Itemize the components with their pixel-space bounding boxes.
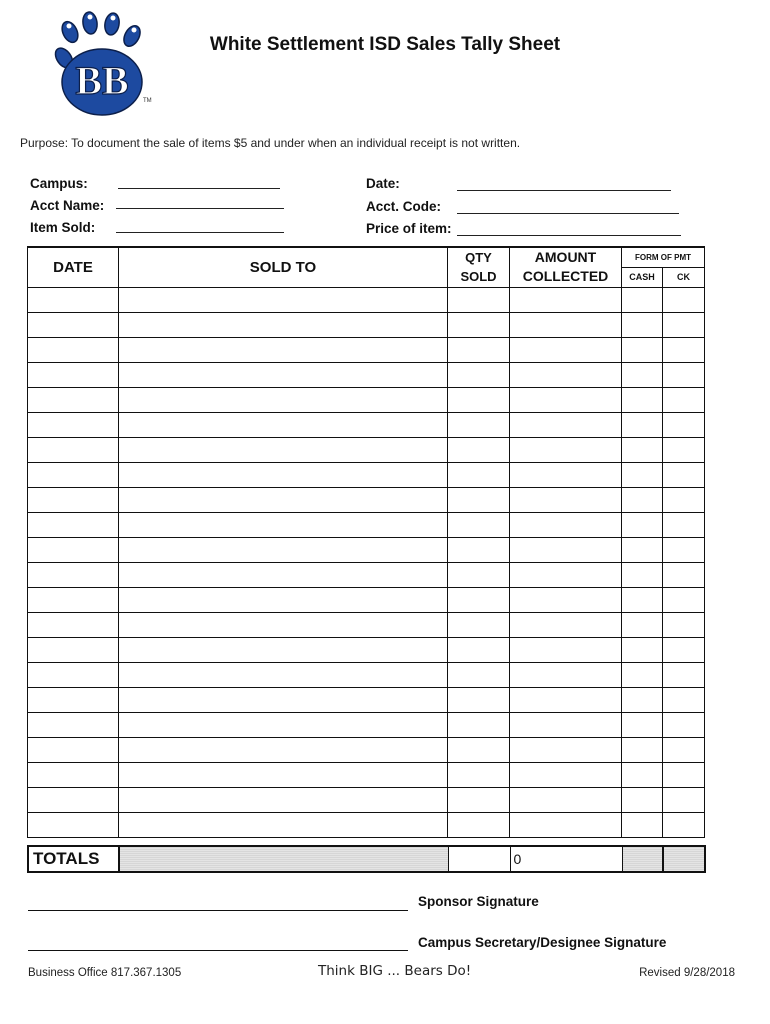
table-row [28, 587, 705, 612]
cash-cell[interactable] [622, 737, 663, 762]
cash-cell[interactable] [622, 712, 663, 737]
amount-cell[interactable] [510, 637, 622, 662]
price-label: Price of item: [366, 221, 452, 236]
amount-cell[interactable] [510, 462, 622, 487]
campus-label: Campus: [30, 176, 88, 191]
sold-to-cell[interactable] [119, 362, 448, 387]
sponsor-signature-line[interactable] [28, 910, 408, 911]
cash-cell[interactable] [622, 562, 663, 587]
sold-to-cell[interactable] [119, 812, 448, 837]
ck-cell[interactable] [663, 612, 705, 637]
amount-cell[interactable] [510, 712, 622, 737]
cash-cell[interactable] [622, 637, 663, 662]
cash-cell[interactable] [622, 662, 663, 687]
qty-cell[interactable] [448, 812, 510, 837]
cash-cell[interactable] [622, 412, 663, 437]
amount-cell[interactable] [510, 787, 622, 812]
date-cell[interactable] [28, 762, 119, 787]
bears-paw-logo [50, 12, 150, 117]
sold-to-cell[interactable] [119, 737, 448, 762]
cash-cell[interactable] [622, 762, 663, 787]
ck-cell[interactable] [663, 537, 705, 562]
amount-cell[interactable] [510, 387, 622, 412]
table-row [28, 412, 705, 437]
date-cell[interactable] [28, 437, 119, 462]
amount-cell[interactable] [510, 662, 622, 687]
table-row [28, 787, 705, 812]
qty-cell[interactable] [448, 712, 510, 737]
date-cell[interactable] [28, 737, 119, 762]
header-cash: CASH [622, 267, 663, 287]
table-row [28, 637, 705, 662]
amount-cell[interactable] [510, 812, 622, 837]
ck-cell[interactable] [663, 412, 705, 437]
secretary-signature-line[interactable] [28, 950, 408, 951]
table-row [28, 662, 705, 687]
purpose-text: Purpose: To document the sale of items $5 and under when an individual receipt is not written. [20, 136, 521, 150]
sold-to-cell[interactable] [119, 412, 448, 437]
table-row [28, 437, 705, 462]
qty-cell[interactable] [448, 587, 510, 612]
logo-trademark: TM [143, 98, 152, 104]
price-field[interactable] [457, 235, 681, 236]
date-cell[interactable] [28, 612, 119, 637]
header-amount: AMOUNT [510, 247, 622, 267]
qty-cell[interactable] [448, 437, 510, 462]
sold-to-cell[interactable] [119, 662, 448, 687]
sold-to-cell[interactable] [119, 437, 448, 462]
cash-cell[interactable] [622, 812, 663, 837]
ck-cell[interactable] [663, 337, 705, 362]
date-cell[interactable] [28, 412, 119, 437]
sold-to-cell[interactable] [119, 587, 448, 612]
header-form-of-pmt: FORM OF PMT [622, 247, 705, 267]
header-sold-to: SOLD TO [119, 247, 448, 287]
amount-cell[interactable] [510, 562, 622, 587]
table-row [28, 337, 705, 362]
amount-cell[interactable] [510, 287, 622, 312]
cash-cell[interactable] [622, 362, 663, 387]
sold-to-cell[interactable] [119, 537, 448, 562]
cash-cell[interactable] [622, 487, 663, 512]
amount-cell[interactable] [510, 737, 622, 762]
acct-name-label: Acct Name: [30, 198, 105, 213]
qty-cell[interactable] [448, 612, 510, 637]
ck-cell[interactable] [663, 662, 705, 687]
tally-rows [28, 287, 705, 837]
table-row [28, 462, 705, 487]
date-cell[interactable] [28, 687, 119, 712]
qty-cell[interactable] [448, 362, 510, 387]
date-cell[interactable] [28, 562, 119, 587]
table-row [28, 712, 705, 737]
ck-cell[interactable] [663, 812, 705, 837]
ck-cell[interactable] [663, 762, 705, 787]
table-row [28, 312, 705, 337]
date-cell[interactable] [28, 387, 119, 412]
ck-cell[interactable] [663, 737, 705, 762]
amount-cell[interactable] [510, 437, 622, 462]
sold-to-cell[interactable] [119, 287, 448, 312]
amount-cell[interactable] [510, 587, 622, 612]
table-row [28, 487, 705, 512]
totals-shaded-cell [119, 846, 448, 872]
table-row [28, 612, 705, 637]
qty-cell[interactable] [448, 737, 510, 762]
qty-cell[interactable] [448, 662, 510, 687]
cash-cell[interactable] [622, 587, 663, 612]
table-row [28, 287, 705, 312]
qty-cell[interactable] [448, 462, 510, 487]
cash-cell[interactable] [622, 337, 663, 362]
cash-cell[interactable] [622, 287, 663, 312]
qty-cell[interactable] [448, 412, 510, 437]
table-row [28, 687, 705, 712]
cash-cell[interactable] [622, 312, 663, 337]
qty-cell[interactable] [448, 312, 510, 337]
ck-cell[interactable] [663, 562, 705, 587]
item-sold-label: Item Sold: [30, 220, 96, 235]
ck-cell[interactable] [663, 287, 705, 312]
date-cell[interactable] [28, 662, 119, 687]
amount-cell[interactable] [510, 612, 622, 637]
ck-cell[interactable] [663, 437, 705, 462]
amount-cell[interactable] [510, 362, 622, 387]
sold-to-cell[interactable] [119, 337, 448, 362]
ck-cell[interactable] [663, 687, 705, 712]
qty-cell[interactable] [448, 762, 510, 787]
table-row [28, 762, 705, 787]
acct-code-label: Acct. Code: [366, 199, 442, 214]
ck-cell[interactable] [663, 637, 705, 662]
revised-date: Revised 9/28/2018 [639, 967, 735, 979]
qty-cell[interactable] [448, 562, 510, 587]
table-row [28, 562, 705, 587]
sold-to-cell[interactable] [119, 462, 448, 487]
ck-cell[interactable] [663, 362, 705, 387]
ck-cell[interactable] [663, 462, 705, 487]
ck-cell[interactable] [663, 787, 705, 812]
date-cell[interactable] [28, 637, 119, 662]
acct-code-field[interactable] [457, 213, 679, 214]
ck-cell[interactable] [663, 387, 705, 412]
date-label: Date: [366, 176, 400, 191]
date-cell[interactable] [28, 337, 119, 362]
table-row [28, 387, 705, 412]
date-cell[interactable] [28, 512, 119, 537]
sponsor-signature-label: Sponsor Signature [418, 894, 539, 909]
totals-ck-cell [663, 846, 705, 872]
date-field[interactable] [457, 190, 671, 191]
date-cell[interactable] [28, 537, 119, 562]
sold-to-cell[interactable] [119, 787, 448, 812]
acct-name-field[interactable] [116, 208, 284, 209]
sold-to-cell[interactable] [119, 312, 448, 337]
qty-cell[interactable] [448, 287, 510, 312]
date-cell[interactable] [28, 487, 119, 512]
cash-cell[interactable] [622, 787, 663, 812]
cash-cell[interactable] [622, 387, 663, 412]
qty-cell[interactable] [448, 512, 510, 537]
cash-cell[interactable] [622, 687, 663, 712]
sold-to-cell[interactable] [119, 487, 448, 512]
table-row [28, 737, 705, 762]
cash-cell[interactable] [622, 537, 663, 562]
qty-cell[interactable] [448, 787, 510, 812]
date-cell[interactable] [28, 287, 119, 312]
table-row [28, 362, 705, 387]
date-cell[interactable] [28, 812, 119, 837]
qty-cell[interactable] [448, 687, 510, 712]
amount-cell[interactable] [510, 687, 622, 712]
cash-cell[interactable] [622, 512, 663, 537]
logo-letters: BB [75, 58, 129, 103]
sold-to-cell[interactable] [119, 687, 448, 712]
sold-to-cell[interactable] [119, 512, 448, 537]
sold-to-cell[interactable] [119, 612, 448, 637]
qty-cell[interactable] [448, 337, 510, 362]
sold-to-cell[interactable] [119, 762, 448, 787]
sold-to-cell[interactable] [119, 637, 448, 662]
cash-cell[interactable] [622, 462, 663, 487]
business-office-phone: Business Office 817.367.1305 [28, 967, 182, 979]
date-cell[interactable] [28, 462, 119, 487]
slogan: Think BIG ... Bears Do! [318, 963, 472, 979]
date-cell[interactable] [28, 587, 119, 612]
date-cell[interactable] [28, 362, 119, 387]
amount-cell[interactable] [510, 412, 622, 437]
header-sold: SOLD [448, 267, 510, 287]
amount-cell[interactable] [510, 537, 622, 562]
amount-cell[interactable] [510, 762, 622, 787]
tally-table [27, 246, 705, 838]
totals-amount: 0 [510, 846, 622, 872]
page-title: White Settlement ISD Sales Tally Sheet [209, 34, 561, 55]
totals-table [27, 845, 706, 873]
totals-qty-cell[interactable] [448, 846, 510, 872]
campus-field[interactable] [118, 188, 280, 189]
sold-to-cell[interactable] [119, 562, 448, 587]
amount-cell[interactable] [510, 487, 622, 512]
totals-cash-cell [622, 846, 663, 872]
ck-cell[interactable] [663, 512, 705, 537]
cash-cell[interactable] [622, 612, 663, 637]
table-row [28, 812, 705, 837]
cash-cell[interactable] [622, 437, 663, 462]
sold-to-cell[interactable] [119, 387, 448, 412]
table-row [28, 512, 705, 537]
amount-cell[interactable] [510, 512, 622, 537]
amount-cell[interactable] [510, 312, 622, 337]
date-cell[interactable] [28, 312, 119, 337]
ck-cell[interactable] [663, 587, 705, 612]
ck-cell[interactable] [663, 487, 705, 512]
header-collected: COLLECTED [510, 267, 622, 287]
ck-cell[interactable] [663, 312, 705, 337]
header-ck: CK [663, 267, 705, 287]
amount-cell[interactable] [510, 337, 622, 362]
ck-cell[interactable] [663, 712, 705, 737]
date-cell[interactable] [28, 787, 119, 812]
qty-cell[interactable] [448, 487, 510, 512]
qty-cell[interactable] [448, 387, 510, 412]
header-qty: QTY [448, 247, 510, 267]
qty-cell[interactable] [448, 637, 510, 662]
totals-label: TOTALS [28, 846, 119, 872]
table-row [28, 537, 705, 562]
qty-cell[interactable] [448, 537, 510, 562]
date-cell[interactable] [28, 712, 119, 737]
item-sold-field[interactable] [116, 232, 284, 233]
sold-to-cell[interactable] [119, 712, 448, 737]
secretary-signature-label: Campus Secretary/Designee Signature [418, 935, 667, 950]
header-date: DATE [28, 247, 119, 287]
